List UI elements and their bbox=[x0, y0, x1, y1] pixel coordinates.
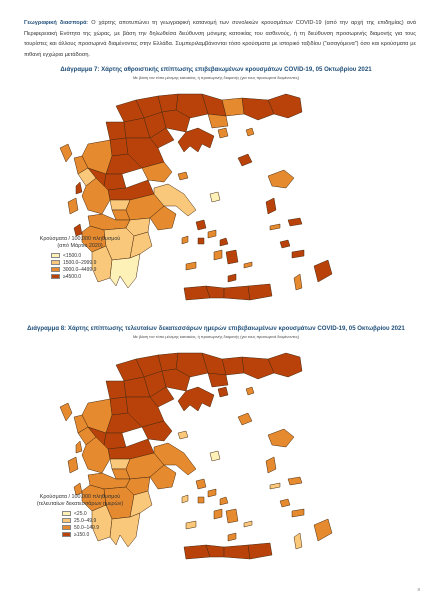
region-chania bbox=[184, 545, 210, 559]
region-naxos bbox=[226, 509, 238, 523]
map-1-legend-subtitle: (από Μάρτιο 2020) bbox=[57, 243, 103, 249]
region-lesvos bbox=[268, 429, 294, 447]
region-kos bbox=[292, 509, 304, 517]
region-irakleio bbox=[224, 545, 250, 559]
region-sporades bbox=[178, 172, 188, 180]
region-kerkyra bbox=[60, 403, 72, 421]
region-karditsa bbox=[104, 174, 126, 190]
intro-bold-lead: Γεωγραφική διασπορά bbox=[24, 20, 87, 26]
map-1-legend-item bbox=[51, 266, 136, 273]
legend-swatch bbox=[51, 253, 60, 259]
legend-swatch bbox=[62, 532, 71, 538]
map-2-title: Διάγραμμα 8: Χάρτης επίπτωσης τελευταίων δεκατεσσάρων ημερών επιβεβαιωμένων κρουσμάτων COVID-19, 05 Οκτωβρίου 2021 bbox=[27, 325, 405, 332]
intro-body-text: : Ο χάρτης αποτυπώνει τη γεωγραφική κατανομή των συνολικών κρουσμάτων COVID-19 (από την αρχή της επιδημίας) ανά Περιφερειακή Ενότητα της χώρας, με βάση την δηλωθείσα διεύθυνση μόνιμης κατοικίας του ασθενούς, ή τη διεύθυνση προσωρινής διαμονής για τους τουρίστες και άλλους προσωρινά διαμένοντες στην Ελλάδα. Συμπεριλαμβάνονται τόσο κρούσματα με ιστορικό ταξιδίου (“εισαγόμενα”) όσο και κρούσματα με πιθανή εγχώρια μετάδοση. bbox=[24, 20, 416, 58]
map-2-legend-title: Κρούσματα / 100.000 πληθυσμού bbox=[39, 494, 121, 500]
legend-label: <1500.0 bbox=[63, 252, 82, 259]
region-lasithi bbox=[248, 543, 272, 559]
region-karpathos bbox=[294, 274, 302, 290]
map-1-legend-item bbox=[51, 259, 136, 266]
region-samos bbox=[288, 218, 302, 226]
legend-swatch bbox=[51, 260, 60, 266]
legend-swatch bbox=[62, 518, 71, 524]
legend-swatch bbox=[62, 525, 71, 531]
region-kea bbox=[182, 236, 188, 244]
region-kefallinia bbox=[68, 198, 78, 214]
region-syros bbox=[198, 238, 204, 244]
region-syros bbox=[198, 497, 204, 503]
region-samothraki bbox=[246, 128, 254, 136]
region-kavala bbox=[208, 373, 228, 387]
legend-swatch bbox=[62, 511, 71, 517]
region-limnos bbox=[238, 413, 252, 425]
intro-paragraph bbox=[24, 18, 416, 60]
region-irakleio bbox=[224, 286, 250, 300]
map-2-legend-item bbox=[62, 517, 136, 524]
region-kastoria bbox=[106, 122, 126, 140]
region-rodos bbox=[314, 519, 332, 541]
region-naxos bbox=[226, 250, 238, 264]
map-2-legend-item bbox=[62, 531, 136, 538]
region-limnos bbox=[238, 154, 252, 166]
legend-label: ≥4500.0 bbox=[63, 273, 82, 280]
page-number: 8 bbox=[417, 587, 420, 592]
region-lesvos bbox=[268, 170, 294, 188]
region-milos bbox=[186, 521, 196, 529]
region-ikaria bbox=[270, 224, 280, 230]
legend-swatch bbox=[51, 267, 60, 273]
region-zakynthos bbox=[74, 224, 82, 236]
region-kalymnos bbox=[280, 240, 290, 248]
legend-label: 50.0–149.9 bbox=[74, 524, 100, 531]
legend-label: 3000.0–4499.9 bbox=[63, 266, 97, 273]
region-lefkada bbox=[76, 441, 82, 453]
region-chania bbox=[184, 286, 210, 300]
map-2-legend bbox=[24, 494, 136, 538]
map-2-legend-subtitle: (τελευταίων δεκατεσσάρων ημερών) bbox=[36, 501, 124, 507]
map-2-legend-item bbox=[62, 510, 136, 517]
legend-label: ≥150.0 bbox=[74, 531, 90, 538]
region-paros bbox=[214, 509, 222, 519]
map-1-title: Διάγραμμα 7: Χάρτης αθροιστικής επίπτωσης επιβεβαιωμένων κρουσμάτων COVID-19, 05 Οκτωβρίου 2021 bbox=[60, 66, 372, 73]
map-1-legend-title: Κρούσματα / 100.000 πληθυσμού bbox=[39, 236, 121, 242]
region-skyros bbox=[210, 192, 220, 202]
region-amorgos bbox=[244, 262, 252, 268]
region-kea bbox=[182, 495, 188, 503]
region-kos bbox=[292, 250, 304, 258]
region-milos bbox=[186, 262, 196, 270]
map-1-legend bbox=[24, 236, 136, 280]
region-tinos bbox=[208, 230, 216, 238]
region-rodos bbox=[314, 260, 332, 282]
region-samothraki bbox=[246, 387, 254, 395]
region-tinos bbox=[208, 489, 216, 497]
region-chios bbox=[266, 457, 276, 473]
region-amorgos bbox=[244, 521, 252, 527]
region-lasithi bbox=[248, 284, 272, 300]
region-kerkyra bbox=[60, 144, 72, 162]
legend-label: 25.0–49.9 bbox=[74, 517, 97, 524]
region-grevena bbox=[110, 397, 128, 415]
region-lefkada bbox=[76, 182, 82, 194]
region-karpathos bbox=[294, 533, 302, 549]
region-ikaria bbox=[270, 483, 280, 489]
map-2-subtitle: Με βάση τον τόπο μόνιμης κατοικίας, ή προσωρινής διαμονής (για τους προσωρινά διαμένοντες) bbox=[132, 334, 300, 339]
region-kefallinia bbox=[68, 457, 78, 473]
region-thasos bbox=[218, 128, 228, 138]
region-andros bbox=[196, 220, 206, 230]
region-kalymnos bbox=[280, 499, 290, 507]
region-grevena bbox=[110, 138, 128, 156]
region-thira bbox=[228, 274, 236, 282]
region-kastoria bbox=[106, 381, 126, 399]
legend-swatch bbox=[51, 274, 60, 280]
legend-label: 1500.0–2999.9 bbox=[63, 259, 97, 266]
region-samos bbox=[288, 477, 302, 485]
region-andros bbox=[196, 479, 206, 489]
region-mykonos bbox=[220, 497, 228, 505]
map-1-subtitle: Με βάση τον τόπο μόνιμης κατοικίας, ή προσωρινής διαμονής (για τους προσωρινά διαμένοντες) bbox=[132, 75, 300, 80]
map-1-legend-item bbox=[51, 252, 136, 259]
region-skyros bbox=[210, 451, 220, 461]
legend-label: <25.0 bbox=[74, 510, 87, 517]
region-paros bbox=[214, 250, 222, 260]
region-mykonos bbox=[220, 238, 228, 246]
region-chios bbox=[266, 198, 276, 214]
map-1-legend-item bbox=[51, 273, 136, 280]
region-karditsa bbox=[104, 433, 126, 449]
region-sporades bbox=[178, 431, 188, 439]
region-thasos bbox=[218, 387, 228, 397]
region-kavala bbox=[208, 114, 228, 128]
region-thira bbox=[228, 533, 236, 541]
map-2-legend-item bbox=[62, 524, 136, 531]
